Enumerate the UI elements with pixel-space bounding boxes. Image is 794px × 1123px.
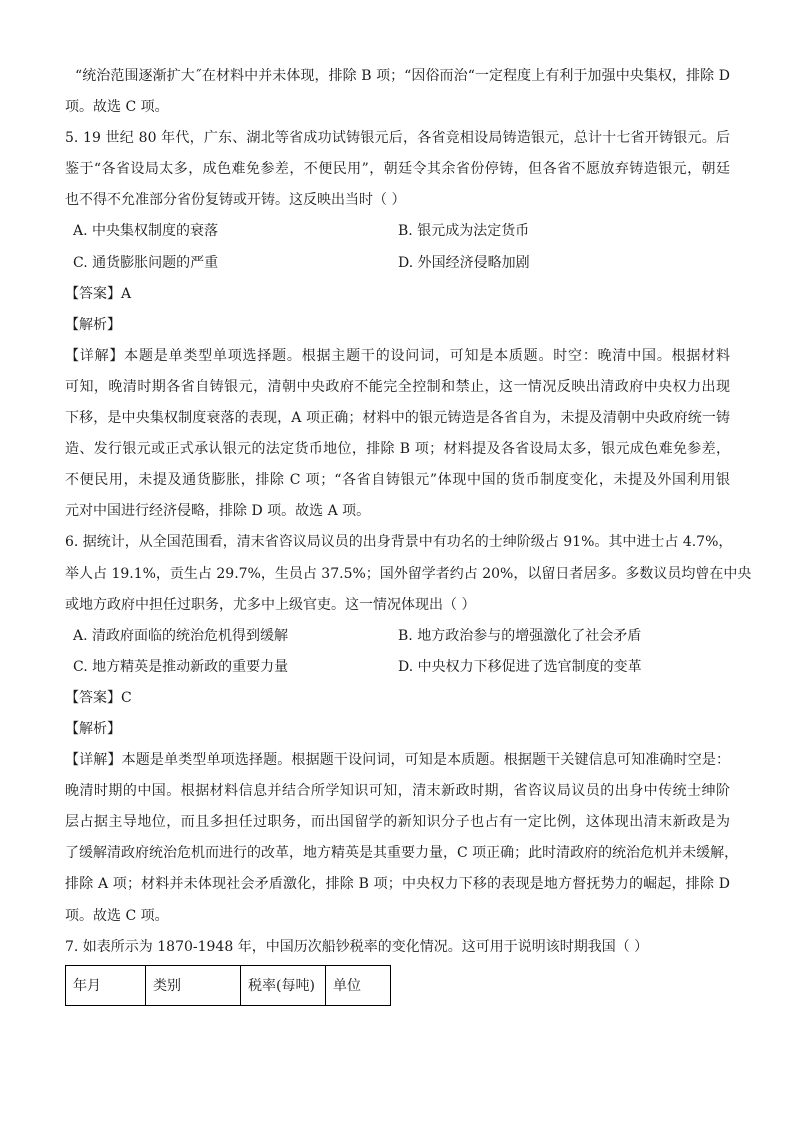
answer-value: C [121, 689, 132, 706]
q6-detail-line: 了缓解清政府统治危机而进行的改革，地方精英是其重要力量，C 项正确；此时清政府的统治危机并未缓解， [65, 845, 739, 862]
q6-options-row [65, 652, 730, 683]
answer-value: A [121, 285, 132, 302]
q6-detail-line: 排除 A 项；材料并未体现社会矛盾激化，排除 B 项；中央权力下移的表现是地方督抚势力的崛起，排除 D [65, 876, 730, 893]
q6-options-row [65, 621, 730, 652]
q6-stem-line: 或地方政府中担任过职务，尤多中上级官吏。这一情况体现出（ ） [65, 596, 476, 613]
q5-detail-line: 元对中国进行经济侵略，排除 D 项。故选 A 项。 [65, 503, 371, 520]
q6-option-b: B. 地方政治参与的增强激化了社会矛盾 [398, 627, 642, 644]
q5-detail-line: 造、发行银元或正式承认银元的法定货币地位，排除 B 项；材料提及各省设局太多，银元成色难免参差， [65, 441, 730, 458]
answer-label: 【答案】 [65, 285, 121, 302]
table-header-row [66, 965, 391, 1005]
q6-option-d: D. 中央权力下移促进了选官制度的变革 [398, 658, 642, 675]
q6-detail-line: 晚清时期的中国。根据材料信息并结合所学知识可知，清末新政时期，省咨议局议员的出身中传统士绅阶 [65, 783, 730, 800]
q7-table [65, 965, 391, 1006]
q5-stem-line: 5. 19 世纪 80 年代，广东、湖北等省成功试铸银元后，各省竞相设局铸造银元，总计十七省开铸银元。后 [65, 130, 730, 147]
document-page [65, 61, 752, 1006]
q6-stem-line: 举人占 19.1%，贡生占 29.7%，生员占 37.5%；国外留学者约占 20%，以留日者居多。多数议员均曾在中央 [65, 565, 752, 582]
q5-options-row [65, 216, 730, 247]
q5-options-row [65, 248, 730, 279]
q6-answer [65, 683, 730, 714]
prev-analysis-line: “统治范围逐渐扩大˝在材料中并未体现，排除 B 项；“因俗而治“一定程度上有利于加强中央集权，排除 D [75, 68, 730, 84]
q7-stem-line: 7. 如表所示为 1870-1948 年，中国历次船钞税率的变化情况。这可用于说明该时期我国（ ） [65, 938, 649, 955]
q6-analysis-label: 【解析】 [65, 720, 121, 737]
q6-detail-line: 项。故选 C 项。 [65, 907, 169, 924]
q6-option-c: C. 地方精英是推动新政的重要力量 [73, 658, 289, 675]
q5-detail-line: 不便民用，未提及通货膨胀，排除 C 项；“各省自铸银元”体现中国的货币制度变化，未提及外国利用银 [65, 472, 730, 489]
table-header-cell: 类别 [146, 965, 241, 1005]
q5-option-a: A. 中央集权制度的衰落 [73, 223, 219, 240]
answer-label: 【答案】 [65, 689, 121, 706]
q5-option-c: C. 通货膨胀问题的严重 [73, 254, 219, 271]
q5-analysis-label: 【解析】 [65, 316, 121, 333]
table-header-cell: 年月 [66, 965, 146, 1005]
q6-detail-line: 层占据主导地位，而且多担任过职务，而出国留学的新知识分子也占有一定比例，这体现出清末新政是为 [65, 814, 730, 831]
q6-detail-line: 【详解】本题是单类型单项选择题。根据题干设问词，可知是本质题。根据题干关键信息可知准确时空是： [65, 752, 730, 769]
prev-analysis-line: 项。故选 C 项。 [65, 99, 169, 116]
q5-stem-line: 也不得不允准部分省份复铸或开铸。这反映出当时（ ） [65, 192, 406, 209]
table-header-cell: 单位 [326, 965, 391, 1005]
q5-detail-line: 可知，晚清时期各省自铸银元，清朝中央政府不能完全控制和禁止，这一情况反映出清政府中央权力出现 [65, 378, 730, 395]
table-header-cell: 税率(每吨) [241, 965, 326, 1005]
q6-stem-line: 6. 据统计，从全国范围看，清末省咨议局议员的出身背景中有功名的士绅阶级占 91%。其中进士占 4.7%， [65, 534, 733, 551]
q6-option-a: A. 清政府面临的统治危机得到缓解 [73, 627, 289, 644]
q5-option-d: D. 外国经济侵略加剧 [398, 254, 530, 271]
q5-option-b: B. 银元成为法定货币 [398, 223, 530, 240]
q5-detail-line: 下移，是中央集权制度衰落的表现，A 项正确；材料中的银元铸造是各省自为，未提及清朝中央政府统一铸 [65, 410, 730, 427]
q5-detail-line: 【详解】本题是单类型单项选择题。根据主题干的设问词，可知是本质题。时空：晚清中国。根据材料 [65, 347, 730, 364]
q5-stem-line: 鉴于“各省设局太多，成色难免参差，不便民用”，朝廷令其余省份停铸，但各省不愿放弃铸造银元，朝廷 [65, 161, 730, 178]
q5-answer [65, 279, 730, 310]
